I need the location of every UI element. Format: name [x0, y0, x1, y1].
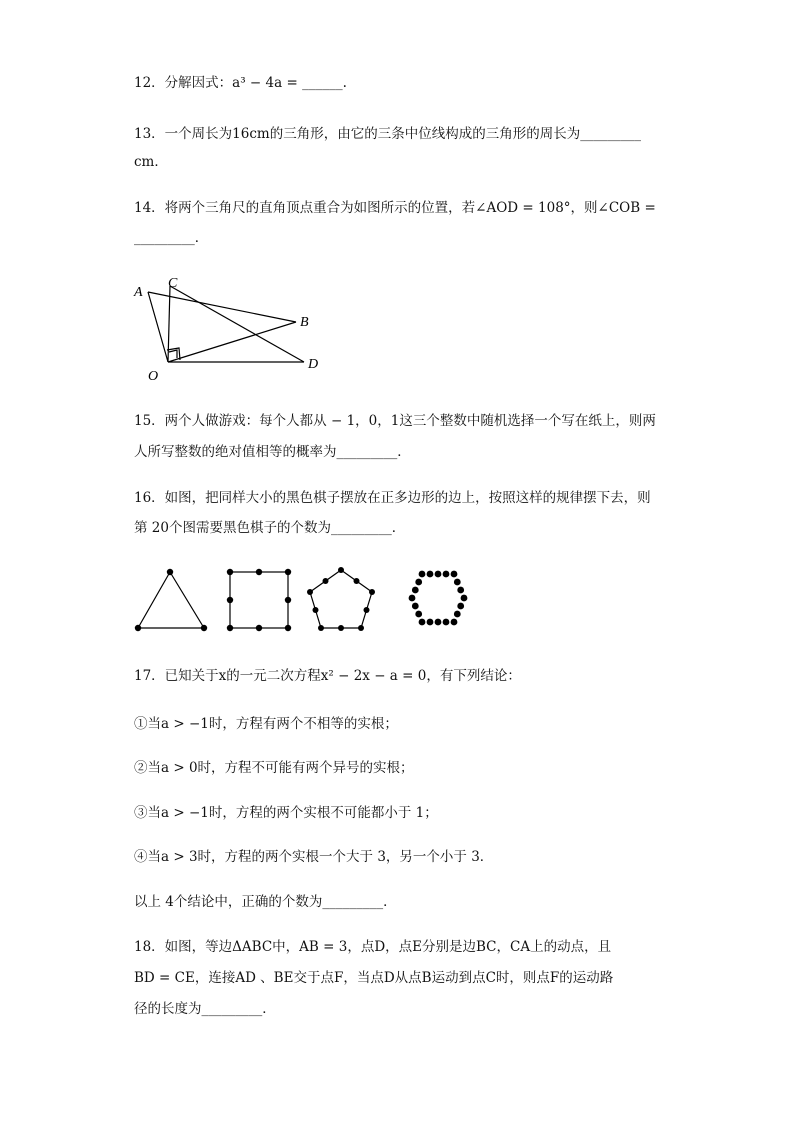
label-o: O	[148, 369, 159, 384]
q18-text-line2: BD = CE，连接AD 、BE交于点F，当点D从点B运动到点C时，则点F的运动路	[134, 970, 614, 986]
q18-text-line1: 18．如图，等边ΔABC中，AB = 3，点D，点E分别是边BC，CA上的动点，且	[134, 939, 612, 955]
q17-conclusion-2: ②当a > 0时，方程不可能有两个异号的实根；	[134, 760, 414, 776]
q16-text-line1: 16．如图，把同样大小的黑色棋子摆放在正多边形的边上，按照这样的规律摆下去，则	[134, 490, 651, 506]
line-ab	[148, 292, 296, 322]
label-c: C	[168, 276, 178, 291]
q13-text-line1: 13．一个周长为16cm的三角形，由它的三条中位线构成的三角形的周长为_________	[134, 126, 641, 142]
line-oa	[148, 292, 168, 362]
q17-conclusion-3: ③当a > −1时，方程的两个实根不可能都小于 1；	[134, 805, 438, 821]
pentagon-pattern	[307, 567, 375, 631]
right-angle-mark-inner	[169, 350, 177, 358]
line-ob	[168, 322, 296, 362]
label-d: D	[308, 357, 319, 372]
q14-triangle-figure	[128, 272, 328, 384]
q16-text-line2: 第 20个图需要黑色棋子的个数为_________．	[134, 520, 406, 536]
q13-text-line2: cm．	[134, 154, 168, 170]
line-cd	[170, 286, 304, 362]
q15-text-line1: 15．两个人做游戏：每个人都从 − 1，0，1这三个整数中随机选择一个写在纸上，则两	[134, 413, 656, 429]
q17-conclusion-1: ①当a > −1时，方程有两个不相等的实根；	[134, 716, 398, 732]
q14-text-line2: _________．	[134, 230, 209, 246]
q17-text-line1: 17．已知关于x的一元二次方程x² − 2x − a = 0，有下列结论：	[134, 668, 521, 684]
line-oc	[168, 286, 170, 362]
triangle-pattern	[135, 569, 207, 631]
hexagon-pattern	[409, 571, 468, 626]
right-angle-mark	[167, 348, 180, 360]
square-pattern	[227, 569, 291, 631]
q14-text-line1: 14．将两个三角尺的直角顶点重合为如图所示的位置，若∠AOD = 108°，则∠COB =	[134, 200, 656, 216]
q17-conclusion-4: ④当a > 3时，方程的两个实根一个大于 3，另一个小于 3．	[134, 849, 494, 865]
label-b: B	[300, 315, 309, 330]
q17-summary: 以上 4个结论中，正确的个数为_________．	[134, 894, 397, 910]
q12-text: 12．分解因式：a³ − 4a = ______.	[134, 75, 347, 91]
q15-text-line2: 人所写整数的绝对值相等的概率为_________．	[134, 444, 411, 460]
label-a: A	[134, 285, 143, 300]
q18-text-line3: 径的长度为_________．	[134, 1001, 276, 1017]
q16-polygon-sequence-figure	[128, 560, 478, 640]
